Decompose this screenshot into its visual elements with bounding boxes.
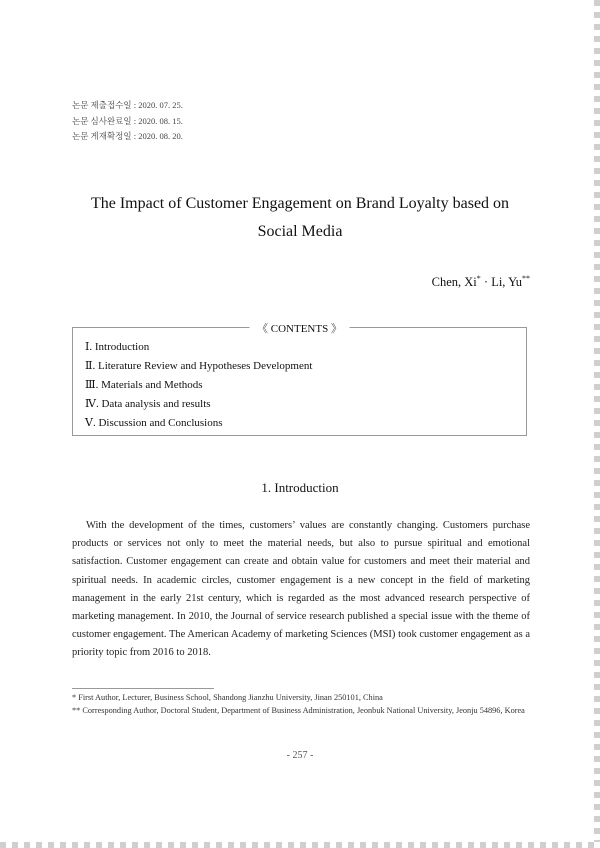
contents-item-introduction[interactable]: Ⅰ. Introduction <box>85 341 150 353</box>
author-2: Li, Yu <box>488 275 522 290</box>
page-number: - 257 - <box>286 750 314 761</box>
page-edge-right <box>594 0 600 848</box>
author-separator: · <box>483 275 489 290</box>
date-reviewed: 논문 심사완료일 : 2020. 08. 15. <box>72 115 183 126</box>
title-line-2: Social Media <box>257 223 343 240</box>
author-1-mark: * <box>476 274 481 283</box>
intro-paragraph: With the development of the times, customers’ values are constantly changing. Customers purchase products or services not only to meet the material needs, but also to pursue spiritual and emotional satisfaction. Customer engagement can create and obtain value for customers and meet their material and spiritual needs. In academic circles, customer engagement is a new concept in the field of marketing management in the early 21st century, which is regarded as the most advanced research perspective of marketing management. In 2010, the Journal of service research published a special issue with the theme of customer engagement. The American Academy of marketing Sciences (MSI) took customer engagement as a priority topic from 2016 to 2018. <box>72 520 530 659</box>
author-1: Chen, Xi <box>431 275 477 290</box>
section-heading: 1. Introduction <box>261 480 339 495</box>
title-line-1: The Impact of Customer Engagement on Brand Loyalty based on <box>90 195 510 212</box>
date-submitted: 논문 제출접수일 : 2020. 07. 25. <box>72 100 183 110</box>
submission-dates <box>72 98 183 145</box>
footnotes <box>72 692 530 717</box>
body-text <box>72 517 530 663</box>
date-accepted: 논문 게재확정일 : 2020. 08. 20. <box>72 131 183 141</box>
contents-item-methods[interactable]: Ⅲ. Materials and Methods <box>85 379 203 391</box>
contents-label: 《 CONTENTS 》 <box>249 320 350 336</box>
contents-box <box>72 323 527 436</box>
footnote-divider <box>72 688 214 689</box>
contents-item-discussion[interactable]: Ⅴ. Discussion and Conclusions <box>85 417 223 429</box>
contents-list <box>85 338 312 433</box>
footnote-corresponding-author: ** Corresponding Author, Doctoral Student, Department of Business Administration, Jeonbuk National University, Jeonju 54896, Korea <box>72 705 525 715</box>
contents-item-literature-review[interactable]: Ⅱ. Literature Review and Hypotheses Development <box>85 360 313 372</box>
paper-title <box>40 190 560 246</box>
author-line <box>432 274 530 290</box>
author-2-mark: ** <box>522 274 530 283</box>
contents-item-data-analysis[interactable]: Ⅳ. Data analysis and results <box>85 398 211 410</box>
page-edge-bottom <box>0 842 600 848</box>
footnote-first-author: * First Author, Lecturer, Business School, Shandong Jianzhu University, Jinan 250101, China <box>72 693 383 702</box>
